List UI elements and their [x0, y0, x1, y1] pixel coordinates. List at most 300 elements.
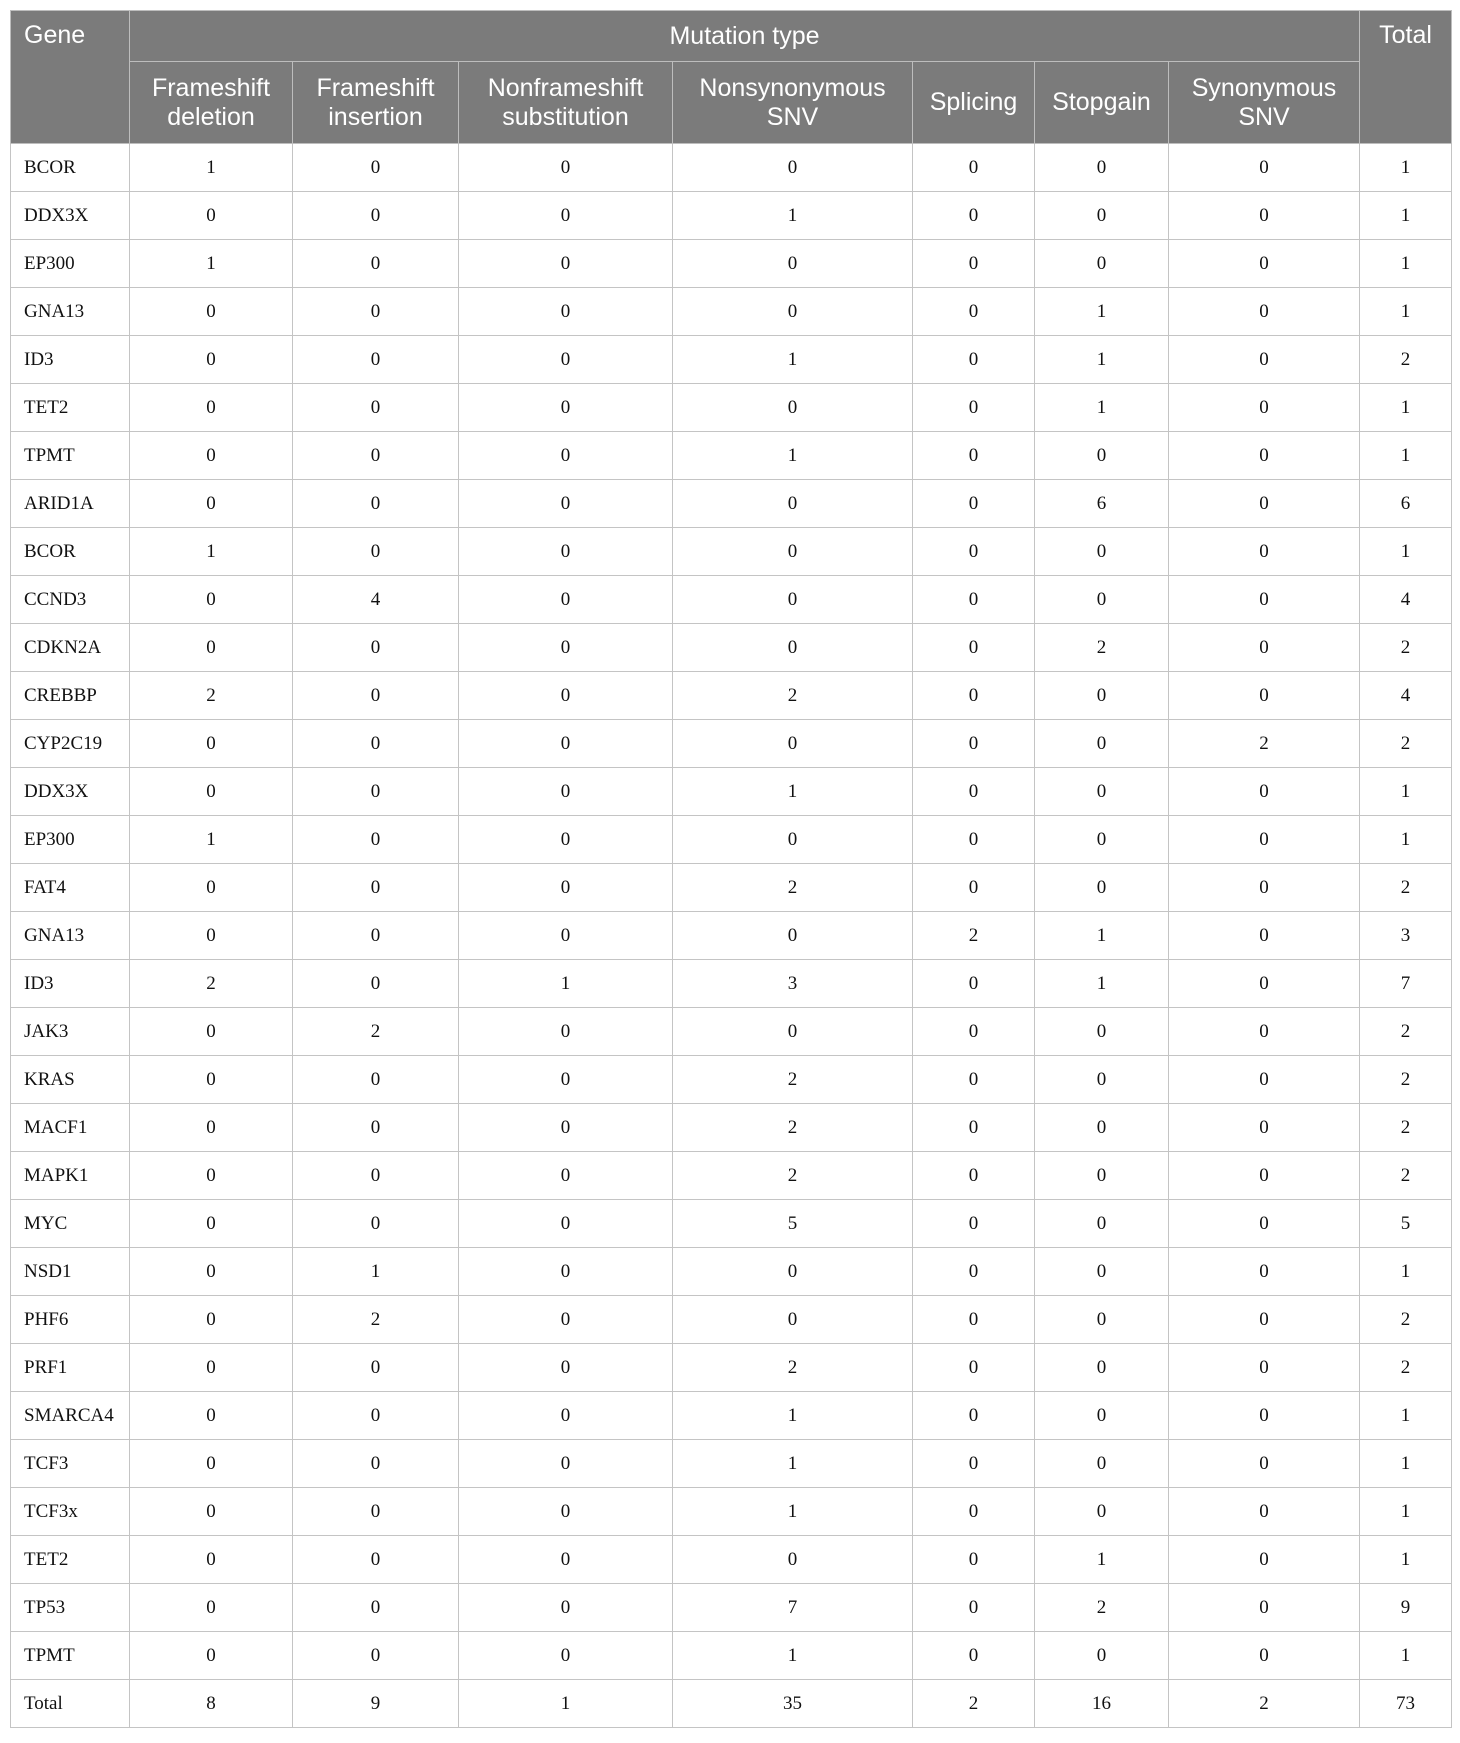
count-cell: 0: [293, 912, 459, 960]
count-cell: 2: [293, 1008, 459, 1056]
count-cell: 0: [293, 1584, 459, 1632]
count-cell: 0: [913, 1488, 1035, 1536]
col-header-frameshift-deletion: [130, 62, 293, 144]
table-row: [11, 960, 1452, 1008]
table-row: [11, 576, 1452, 624]
count-cell: 2: [673, 672, 913, 720]
gene-name-cell: CCND3: [11, 576, 130, 624]
count-cell: 4: [293, 576, 459, 624]
count-cell: 0: [130, 864, 293, 912]
count-cell: 0: [130, 1296, 293, 1344]
count-cell: 0: [1169, 1536, 1360, 1584]
count-cell: 0: [1035, 1008, 1169, 1056]
table-row: [11, 1008, 1452, 1056]
count-cell: 0: [293, 816, 459, 864]
row-total-cell: 2: [1360, 864, 1452, 912]
gene-name-cell: ARID1A: [11, 480, 130, 528]
count-cell: 1: [673, 1632, 913, 1680]
count-cell: 0: [130, 576, 293, 624]
count-cell: 0: [1169, 1200, 1360, 1248]
count-cell: 0: [130, 624, 293, 672]
row-total-cell: 2: [1360, 336, 1452, 384]
row-total-cell: 2: [1360, 720, 1452, 768]
count-cell: 0: [1169, 576, 1360, 624]
count-cell: 1: [130, 528, 293, 576]
gene-name-cell: CDKN2A: [11, 624, 130, 672]
count-cell: 0: [459, 768, 673, 816]
count-cell: 5: [673, 1200, 913, 1248]
count-cell: 0: [1035, 1440, 1169, 1488]
table-row: [11, 672, 1452, 720]
count-cell: 0: [913, 1632, 1035, 1680]
col-header-nonsynonymous-snv: [673, 62, 913, 144]
count-cell: 2: [673, 1344, 913, 1392]
count-cell: 0: [459, 1248, 673, 1296]
row-total-cell: 1: [1360, 1632, 1452, 1680]
count-cell: 0: [293, 672, 459, 720]
count-cell: 0: [913, 144, 1035, 192]
count-cell: 0: [459, 1152, 673, 1200]
count-cell: 0: [130, 1104, 293, 1152]
mutation-table-container: [10, 10, 1451, 1728]
count-cell: 0: [1035, 1248, 1169, 1296]
count-cell: 1: [1035, 1536, 1169, 1584]
row-total-cell: 1: [1360, 192, 1452, 240]
count-cell: 0: [293, 1056, 459, 1104]
count-cell: 0: [130, 288, 293, 336]
row-total-cell: 1: [1360, 1488, 1452, 1536]
count-cell: 0: [459, 1296, 673, 1344]
table-row: [11, 1536, 1452, 1584]
gene-name-cell: MAPK1: [11, 1152, 130, 1200]
count-cell: 0: [673, 240, 913, 288]
count-cell: 0: [673, 1248, 913, 1296]
count-cell: 0: [293, 528, 459, 576]
count-cell: 0: [459, 816, 673, 864]
count-cell: 0: [1169, 864, 1360, 912]
col-header-line: deletion: [167, 102, 255, 131]
count-cell: 0: [459, 288, 673, 336]
count-cell: 0: [913, 384, 1035, 432]
count-cell: 0: [1169, 1392, 1360, 1440]
count-cell: 0: [913, 1008, 1035, 1056]
row-total-cell: 1: [1360, 1536, 1452, 1584]
count-cell: 0: [293, 1536, 459, 1584]
count-cell: 1: [1035, 912, 1169, 960]
count-cell: 0: [459, 144, 673, 192]
count-cell: 0: [1035, 720, 1169, 768]
count-cell: 0: [1169, 528, 1360, 576]
col-header-line: Stopgain: [1052, 88, 1151, 116]
count-cell: 0: [293, 192, 459, 240]
col-header-line: Nonframeshift: [487, 73, 644, 102]
table-row: [11, 1632, 1452, 1680]
row-total-cell: 1: [1360, 384, 1452, 432]
table-row: [11, 1248, 1452, 1296]
count-cell: 1: [130, 240, 293, 288]
count-cell: 0: [130, 1392, 293, 1440]
row-total-cell: 1: [1360, 1392, 1452, 1440]
gene-name-cell: Total: [11, 1680, 130, 1728]
count-cell: 0: [459, 1392, 673, 1440]
table-row: [11, 1296, 1452, 1344]
count-cell: 0: [130, 1440, 293, 1488]
count-cell: 2: [130, 960, 293, 1008]
count-cell: 0: [459, 912, 673, 960]
count-cell: 0: [1169, 240, 1360, 288]
mutation-type-group-header: Mutation type: [130, 11, 1360, 62]
count-cell: 0: [293, 1632, 459, 1680]
count-cell: 0: [293, 1440, 459, 1488]
count-cell: 0: [913, 1104, 1035, 1152]
count-cell: 0: [459, 1104, 673, 1152]
count-cell: 0: [130, 432, 293, 480]
gene-column-header: Gene: [11, 11, 130, 144]
count-cell: 0: [913, 1392, 1035, 1440]
count-cell: 0: [459, 1344, 673, 1392]
col-header-line: Nonsynonymous: [699, 73, 886, 102]
row-total-cell: 2: [1360, 624, 1452, 672]
count-cell: 0: [293, 1152, 459, 1200]
count-cell: 0: [913, 336, 1035, 384]
count-cell: 0: [1169, 1344, 1360, 1392]
table-row: [11, 816, 1452, 864]
count-cell: 0: [1169, 144, 1360, 192]
count-cell: 0: [1035, 1296, 1169, 1344]
count-cell: 2: [1169, 1680, 1360, 1728]
count-cell: 0: [673, 384, 913, 432]
count-cell: 0: [1035, 144, 1169, 192]
col-header-synonymous-snv: [1169, 62, 1360, 144]
count-cell: 2: [1169, 720, 1360, 768]
count-cell: 0: [459, 336, 673, 384]
count-cell: 0: [293, 336, 459, 384]
count-cell: 1: [673, 1488, 913, 1536]
table-row: [11, 1056, 1452, 1104]
count-cell: 0: [673, 912, 913, 960]
count-cell: 1: [673, 1440, 913, 1488]
count-cell: 0: [913, 768, 1035, 816]
count-cell: 0: [459, 432, 673, 480]
count-cell: 0: [913, 1536, 1035, 1584]
count-cell: 0: [1035, 1056, 1169, 1104]
row-total-cell: 4: [1360, 576, 1452, 624]
count-cell: 0: [1169, 816, 1360, 864]
count-cell: 0: [459, 240, 673, 288]
col-header-line: Frameshift: [316, 73, 435, 102]
row-total-cell: 7: [1360, 960, 1452, 1008]
count-cell: 0: [459, 576, 673, 624]
gene-name-cell: TCF3x: [11, 1488, 130, 1536]
count-cell: 0: [673, 1296, 913, 1344]
count-cell: 0: [1169, 1104, 1360, 1152]
count-cell: 2: [913, 912, 1035, 960]
count-cell: 0: [459, 480, 673, 528]
gene-name-cell: SMARCA4: [11, 1392, 130, 1440]
count-cell: 0: [459, 864, 673, 912]
count-cell: 0: [913, 624, 1035, 672]
table-row: [11, 192, 1452, 240]
count-cell: 0: [1035, 1632, 1169, 1680]
table-row: [11, 336, 1452, 384]
count-cell: 0: [293, 1488, 459, 1536]
row-total-cell: 1: [1360, 144, 1452, 192]
total-column-header: Total: [1360, 11, 1452, 144]
mutation-table: [10, 10, 1452, 1728]
count-cell: 0: [913, 960, 1035, 1008]
count-cell: 0: [459, 1200, 673, 1248]
count-cell: 0: [293, 144, 459, 192]
count-cell: 0: [459, 624, 673, 672]
row-total-cell: 1: [1360, 528, 1452, 576]
table-row: [11, 528, 1452, 576]
count-cell: 1: [673, 768, 913, 816]
count-cell: 0: [913, 528, 1035, 576]
gene-name-cell: CYP2C19: [11, 720, 130, 768]
gene-name-cell: DDX3X: [11, 768, 130, 816]
gene-name-cell: BCOR: [11, 144, 130, 192]
row-total-cell: 2: [1360, 1056, 1452, 1104]
count-cell: 0: [1169, 960, 1360, 1008]
count-cell: 1: [459, 960, 673, 1008]
table-row: [11, 480, 1452, 528]
row-total-cell: 73: [1360, 1680, 1452, 1728]
count-cell: 0: [1035, 1392, 1169, 1440]
count-cell: 0: [673, 576, 913, 624]
count-cell: 0: [130, 1200, 293, 1248]
count-cell: 0: [673, 528, 913, 576]
count-cell: 0: [1169, 1584, 1360, 1632]
count-cell: 0: [293, 288, 459, 336]
count-cell: 0: [1035, 432, 1169, 480]
count-cell: 1: [130, 816, 293, 864]
count-cell: 7: [673, 1584, 913, 1632]
table-row: [11, 1584, 1452, 1632]
count-cell: 0: [130, 384, 293, 432]
count-cell: 0: [130, 192, 293, 240]
count-cell: 0: [459, 1008, 673, 1056]
count-cell: 0: [130, 1584, 293, 1632]
col-header-line: insertion: [328, 102, 423, 131]
count-cell: 0: [673, 816, 913, 864]
count-cell: 2: [673, 1104, 913, 1152]
row-total-cell: 2: [1360, 1344, 1452, 1392]
count-cell: 0: [673, 144, 913, 192]
table-row: [11, 768, 1452, 816]
count-cell: 0: [293, 1104, 459, 1152]
header-row-top: [11, 11, 1452, 62]
count-cell: 0: [130, 768, 293, 816]
count-cell: 0: [293, 1200, 459, 1248]
gene-name-cell: CREBBP: [11, 672, 130, 720]
count-cell: 0: [913, 480, 1035, 528]
count-cell: 0: [1169, 288, 1360, 336]
table-row: [11, 240, 1452, 288]
col-header-line: Synonymous: [1191, 73, 1337, 102]
count-cell: 0: [130, 1248, 293, 1296]
count-cell: 0: [293, 720, 459, 768]
gene-name-cell: ID3: [11, 960, 130, 1008]
table-row: [11, 720, 1452, 768]
row-total-cell: 1: [1360, 288, 1452, 336]
table-row: [11, 384, 1452, 432]
count-cell: 0: [1169, 768, 1360, 816]
gene-name-cell: TPMT: [11, 432, 130, 480]
gene-name-cell: ID3: [11, 336, 130, 384]
col-header-line: SNV: [766, 102, 819, 131]
count-cell: 0: [293, 432, 459, 480]
table-row: [11, 1488, 1452, 1536]
count-cell: 0: [293, 1344, 459, 1392]
count-cell: 0: [1169, 1008, 1360, 1056]
gene-name-cell: GNA13: [11, 912, 130, 960]
count-cell: 1: [130, 144, 293, 192]
count-cell: 0: [913, 720, 1035, 768]
count-cell: 0: [130, 912, 293, 960]
count-cell: 1: [673, 192, 913, 240]
gene-name-cell: TP53: [11, 1584, 130, 1632]
count-cell: 2: [913, 1680, 1035, 1728]
count-cell: 0: [1169, 912, 1360, 960]
count-cell: 0: [913, 1584, 1035, 1632]
count-cell: 0: [1035, 1344, 1169, 1392]
count-cell: 0: [130, 720, 293, 768]
count-cell: 3: [673, 960, 913, 1008]
count-cell: 0: [913, 1440, 1035, 1488]
gene-name-cell: GNA13: [11, 288, 130, 336]
count-cell: 0: [130, 1344, 293, 1392]
table-row: [11, 1440, 1452, 1488]
table-row: [11, 1104, 1452, 1152]
count-cell: 0: [913, 864, 1035, 912]
count-cell: 0: [1035, 672, 1169, 720]
count-cell: 1: [1035, 384, 1169, 432]
count-cell: 0: [130, 1488, 293, 1536]
table-row: [11, 624, 1452, 672]
gene-name-cell: TCF3: [11, 1440, 130, 1488]
count-cell: 2: [293, 1296, 459, 1344]
gene-name-cell: EP300: [11, 816, 130, 864]
count-cell: 1: [1035, 288, 1169, 336]
count-cell: 0: [459, 1488, 673, 1536]
gene-name-cell: MYC: [11, 1200, 130, 1248]
count-cell: 0: [1169, 432, 1360, 480]
count-cell: 0: [293, 384, 459, 432]
total-row: [11, 1680, 1452, 1728]
count-cell: 1: [1035, 336, 1169, 384]
count-cell: 0: [1169, 1056, 1360, 1104]
gene-name-cell: DDX3X: [11, 192, 130, 240]
table-row: [11, 864, 1452, 912]
count-cell: 2: [1035, 1584, 1169, 1632]
col-header-splicing: [913, 62, 1035, 144]
count-cell: 2: [1035, 624, 1169, 672]
count-cell: 0: [130, 1056, 293, 1104]
count-cell: 0: [913, 288, 1035, 336]
count-cell: 0: [459, 1056, 673, 1104]
count-cell: 0: [1169, 672, 1360, 720]
table-header: [11, 11, 1452, 144]
count-cell: 0: [913, 192, 1035, 240]
count-cell: 0: [913, 240, 1035, 288]
count-cell: 0: [913, 1296, 1035, 1344]
count-cell: 0: [1035, 240, 1169, 288]
col-header-nonframeshift-substitution: [459, 62, 673, 144]
table-row: [11, 288, 1452, 336]
count-cell: 0: [1035, 1104, 1169, 1152]
count-cell: 0: [673, 720, 913, 768]
count-cell: 2: [673, 864, 913, 912]
count-cell: 0: [1035, 816, 1169, 864]
count-cell: 9: [293, 1680, 459, 1728]
count-cell: 0: [1035, 864, 1169, 912]
row-total-cell: 2: [1360, 1296, 1452, 1344]
row-total-cell: 2: [1360, 1104, 1452, 1152]
count-cell: 0: [130, 1152, 293, 1200]
row-total-cell: 1: [1360, 240, 1452, 288]
row-total-cell: 3: [1360, 912, 1452, 960]
count-cell: 0: [673, 1536, 913, 1584]
row-total-cell: 2: [1360, 1152, 1452, 1200]
count-cell: 0: [1035, 1152, 1169, 1200]
row-total-cell: 5: [1360, 1200, 1452, 1248]
table-body: [11, 144, 1452, 1728]
row-total-cell: 1: [1360, 432, 1452, 480]
count-cell: 6: [1035, 480, 1169, 528]
table-row: [11, 1392, 1452, 1440]
count-cell: 0: [913, 1344, 1035, 1392]
count-cell: 0: [1169, 1632, 1360, 1680]
col-header-line: Frameshift: [151, 73, 271, 102]
table-row: [11, 1344, 1452, 1392]
gene-name-cell: TET2: [11, 1536, 130, 1584]
gene-name-cell: PHF6: [11, 1296, 130, 1344]
count-cell: 0: [1035, 528, 1169, 576]
count-cell: 0: [913, 576, 1035, 624]
count-cell: 0: [1035, 1200, 1169, 1248]
count-cell: 16: [1035, 1680, 1169, 1728]
count-cell: 0: [130, 1536, 293, 1584]
gene-name-cell: KRAS: [11, 1056, 130, 1104]
table-row: [11, 1200, 1452, 1248]
count-cell: 0: [913, 1248, 1035, 1296]
gene-name-cell: EP300: [11, 240, 130, 288]
col-header-line: Splicing: [929, 88, 1018, 116]
count-cell: 2: [673, 1152, 913, 1200]
count-cell: 0: [130, 336, 293, 384]
table-row: [11, 432, 1452, 480]
row-total-cell: 2: [1360, 1008, 1452, 1056]
count-cell: 0: [459, 1632, 673, 1680]
row-total-cell: 1: [1360, 768, 1452, 816]
count-cell: 0: [459, 1584, 673, 1632]
count-cell: 0: [1169, 1152, 1360, 1200]
count-cell: 0: [673, 1008, 913, 1056]
count-cell: 0: [293, 768, 459, 816]
count-cell: 0: [130, 1008, 293, 1056]
col-header-stopgain: [1035, 62, 1169, 144]
row-total-cell: 6: [1360, 480, 1452, 528]
count-cell: 0: [1169, 1440, 1360, 1488]
col-header-line: substitution: [502, 102, 629, 131]
count-cell: 0: [459, 672, 673, 720]
count-cell: 2: [673, 1056, 913, 1104]
count-cell: 0: [913, 1056, 1035, 1104]
count-cell: 1: [1035, 960, 1169, 1008]
count-cell: 35: [673, 1680, 913, 1728]
col-header-frameshift-insertion: [293, 62, 459, 144]
table-row: [11, 1152, 1452, 1200]
